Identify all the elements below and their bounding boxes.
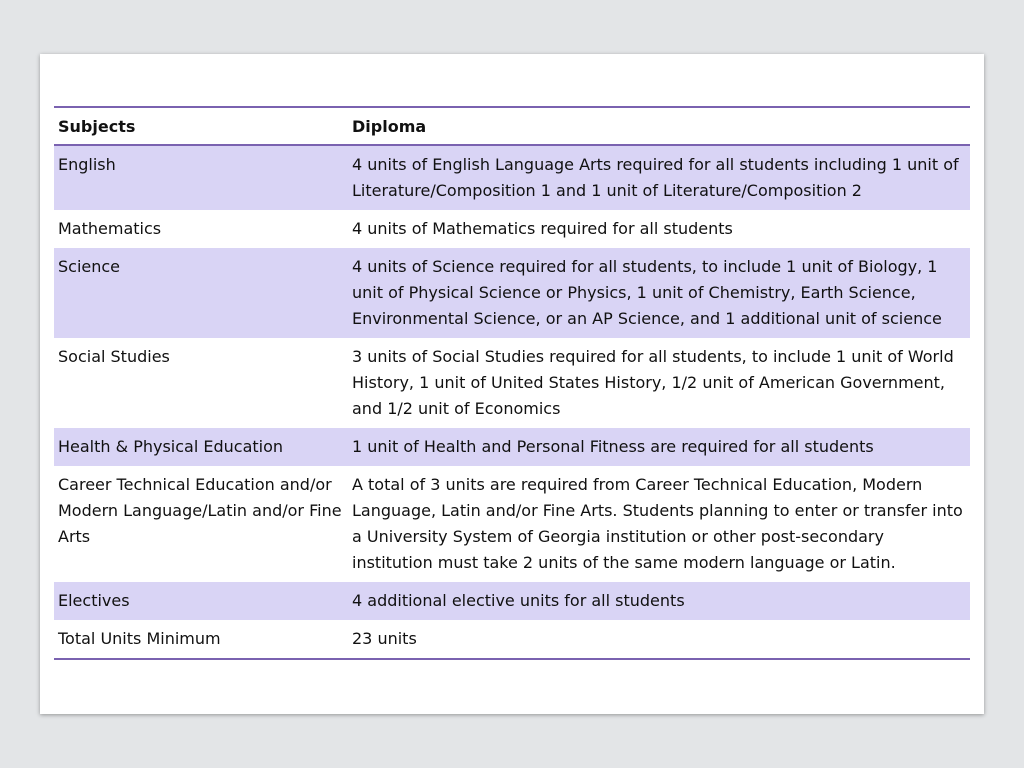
- table-row: [54, 338, 970, 428]
- subject-cell: Social Studies: [58, 347, 170, 366]
- table-header-row: [54, 107, 970, 145]
- header-diploma: Diploma: [352, 117, 427, 136]
- diploma-cell: 4 units of Science required for all students, to include 1 unit of Biology, 1 unit of Physical Science or Physics, 1 unit of Chemistry, Earth Science, Environmental Science, or an AP Science, and 1 additional unit of science: [352, 257, 942, 328]
- table-row: [54, 582, 970, 620]
- subject-cell: Science: [58, 257, 121, 276]
- diploma-cell: 4 units of Mathematics required for all students: [352, 219, 733, 238]
- subject-cell: Electives: [58, 591, 130, 610]
- diploma-cell: 3 units of Social Studies required for all students, to include 1 unit of World History, 1 unit of United States History, 1/2 unit of American Government, and 1/2 unit of Economics: [352, 347, 954, 418]
- subject-cell: Career Technical Education and/or Modern Language/Latin and/or Fine Arts: [58, 475, 342, 546]
- table-row: [54, 466, 970, 582]
- subject-cell: Total Units Minimum: [58, 629, 221, 648]
- slide: [40, 54, 984, 714]
- table-row: [54, 248, 970, 338]
- diploma-cell: A total of 3 units are required from Career Technical Education, Modern Language, Latin and/or Fine Arts. Students planning to enter or transfer into a University System of Georgia institution or other post-secondary institution must take 2 units of the same modern language or Latin.: [352, 475, 963, 572]
- diploma-cell: 4 additional elective units for all students: [352, 591, 685, 610]
- table-row: [54, 145, 970, 210]
- diploma-cell: 23 units: [352, 629, 417, 648]
- subject-cell: Health & Physical Education: [58, 437, 284, 456]
- diploma-cell: 4 units of English Language Arts required for all students including 1 unit of Literature/Composition 1 and 1 unit of Literature/Composition 2: [352, 155, 959, 200]
- table-row: [54, 428, 970, 466]
- subject-cell: English: [58, 155, 116, 174]
- subject-cell: Mathematics: [58, 219, 162, 238]
- table-row: [54, 620, 970, 659]
- header-subjects: Subjects: [58, 117, 136, 136]
- diploma-requirements-table: [54, 106, 970, 660]
- table-row: [54, 210, 970, 248]
- diploma-cell: 1 unit of Health and Personal Fitness are required for all students: [352, 437, 874, 456]
